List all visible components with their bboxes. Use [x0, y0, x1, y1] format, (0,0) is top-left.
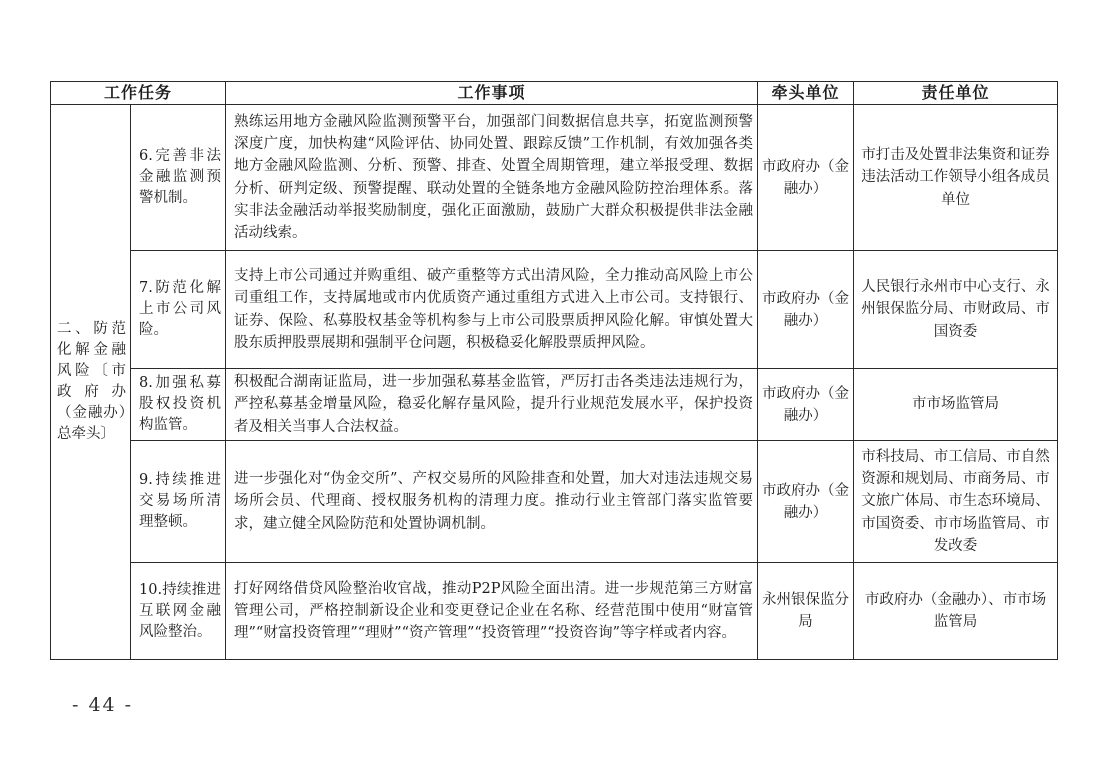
header-responsible-unit: 责任单位 — [854, 82, 1058, 105]
page-number: - 44 - — [72, 694, 134, 716]
task-cell: 6.完善非法金融监测预警机制。 — [131, 105, 226, 251]
lead-unit-cell: 市政府办（金融办） — [758, 441, 854, 563]
table-header-row — [51, 82, 1058, 105]
task-cell: 9.持续推进交易场所清理整顿。 — [131, 441, 226, 563]
content-cell: 积极配合湖南证监局，进一步加强私募基金监管，严厉打击各类违法违规行为，严控私募基金增量风险，稳妥化解存量风险，提升行业规范发展水平，保护投资者及相关当事人合法权益。 — [226, 369, 758, 441]
table-row — [51, 369, 1058, 441]
responsible-unit-cell: 市政府办（金融办）、市市场监管局 — [854, 563, 1058, 660]
task-cell: 8.加强私募股权投资机构监管。 — [131, 369, 226, 441]
header-work-task: 工作任务 — [51, 82, 226, 105]
responsible-unit-cell: 人民银行永州市中心支行、永州银保监分局、市财政局、市国资委 — [854, 251, 1058, 369]
responsible-unit-cell: 市市场监管局 — [854, 369, 1058, 441]
lead-unit-cell: 市政府办（金融办） — [758, 251, 854, 369]
responsible-unit-cell: 市打击及处置非法集资和证券违法活动工作领导小组各成员单位 — [854, 105, 1058, 251]
task-cell: 7.防范化解上市公司风险。 — [131, 251, 226, 369]
content-cell: 打好网络借贷风险整治收官战，推动P2P风险全面出清。进一步规范第三方财富管理公司，严格控制新设企业和变更登记企业在名称、经营范围中使用“财富管理”“财富投资管理”“理财”“资产管理”“投资管理”“投资咨询”等字样或者内容。 — [226, 563, 758, 660]
content-cell: 进一步强化对“伪金交所”、产权交易所的风险排查和处置，加大对违法违规交易场所会员、代理商、授权服务机构的清理力度。推动行业主管部门落实监管要求，建立健全风险防范和处置协调机制。 — [226, 441, 758, 563]
header-work-items: 工作事项 — [226, 82, 758, 105]
lead-unit-cell: 永州银保监分局 — [758, 563, 854, 660]
content-cell: 支持上市公司通过并购重组、破产重整等方式出清风险，全力推动高风险上市公司重组工作，支持属地或市内优质资产通过重组方式进入上市公司。支持银行、证券、保险、私募股权基金等机构参与上市公司股票质押风险化解。审慎处置大股东质押股票展期和强制平仓问题，积极稳妥化解股票质押风险。 — [226, 251, 758, 369]
lead-unit-cell: 市政府办（金融办） — [758, 105, 854, 251]
category-cell: 二、防范化解金融风险〔市政府办（金融办）总牵头〕 — [51, 105, 131, 660]
work-task-table — [50, 81, 1058, 660]
content-cell: 熟练运用地方金融风险监测预警平台，加强部门间数据信息共享，拓宽监测预警深度广度，加快构建“风险评估、协同处置、跟踪反馈”工作机制，有效加强各类地方金融风险监测、分析、预警、排查、处置全周期管理，建立举报受理、数据分析、研判定级、预警提醒、联动处置的全链条地方金融风险防控治理体系。落实非法金融活动举报奖励制度，强化正面激励，鼓励广大群众积极提供非法金融活动线索。 — [226, 105, 758, 251]
table-row — [51, 251, 1058, 369]
table-row — [51, 563, 1058, 660]
task-cell: 10.持续推进互联网金融风险整治。 — [131, 563, 226, 660]
lead-unit-cell: 市政府办（金融办） — [758, 369, 854, 441]
header-lead-unit: 牵头单位 — [758, 82, 854, 105]
responsible-unit-cell: 市科技局、市工信局、市自然资源和规划局、市商务局、市文旅广体局、市生态环境局、市国资委、市市场监管局、市发改委 — [854, 441, 1058, 563]
table-row — [51, 105, 1058, 251]
table-row — [51, 441, 1058, 563]
